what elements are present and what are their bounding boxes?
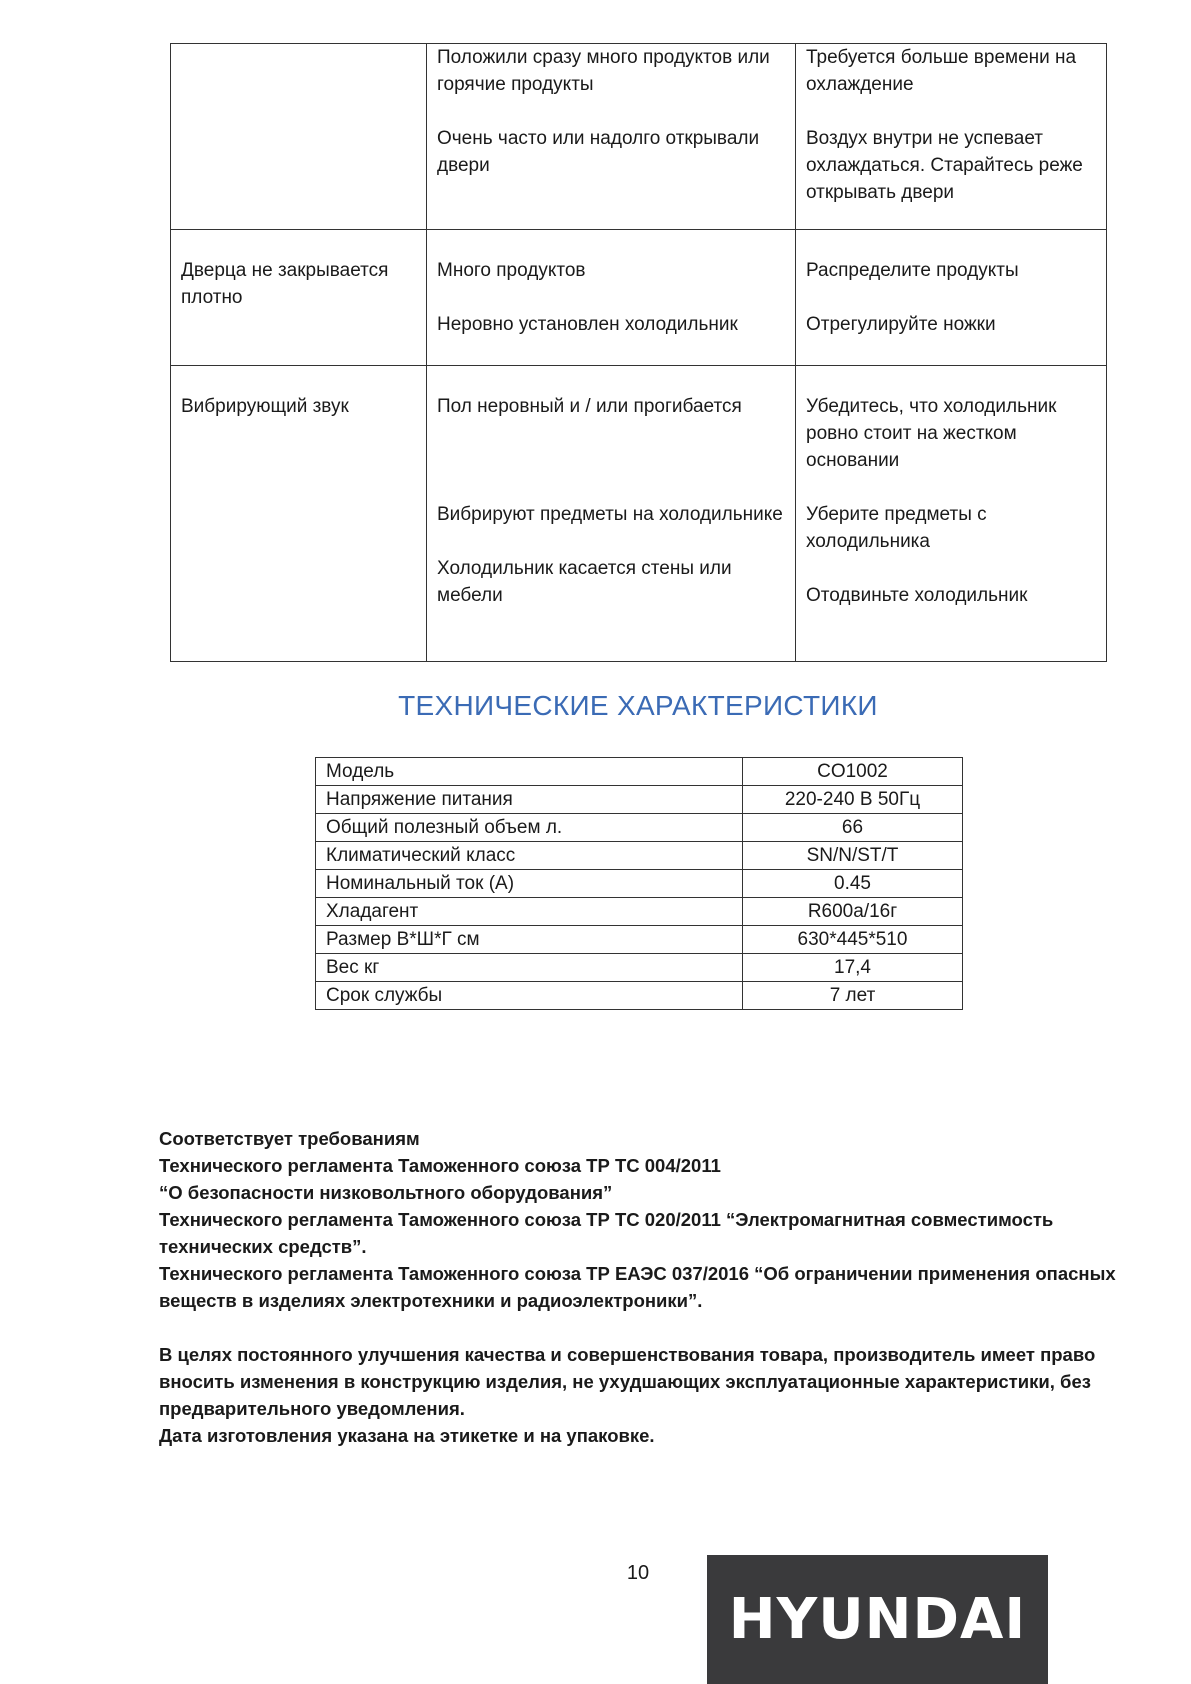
table-row [171,44,1107,230]
cause-cell [427,44,796,230]
brand-name: HYUNDAI [728,1587,1027,1652]
cause-text: Положили сразу много продуктов или горячие продукты [437,47,770,95]
compliance-line: Соответствует требованиям [159,1128,420,1149]
table-row [316,898,963,926]
cause-text: Холодильник касается стены или мебели [437,558,732,606]
cause-text: Пол неровный и / или прогибается [437,396,742,417]
troubleshooting-table [170,43,1107,662]
spec-label: Модель [316,758,743,786]
spec-label: Напряжение питания [316,786,743,814]
cause-text: Неровно установлен холодильник [437,314,738,335]
solution-text: Распределите продукты [806,260,1019,281]
compliance-block [159,1125,1119,1449]
specs-table [315,757,963,1010]
problem-cell [171,366,427,662]
compliance-line: Технического регламента Таможенного союза ТР ТС 004/2011 [159,1155,721,1176]
section-title: ТЕХНИЧЕСКИЕ ХАРАКТЕРИСТИКИ [398,690,878,721]
spec-label: Вес кг [316,954,743,982]
table-row [316,842,963,870]
problem-text: Дверца не закрывается плотно [181,260,389,308]
spec-value: SN/N/ST/T [743,842,963,870]
table-row [171,230,1107,366]
solution-text: Уберите предметы с холодильника [806,504,987,552]
solution-cell [796,44,1107,230]
problem-cell [171,44,427,230]
table-row [316,954,963,982]
table-row [316,926,963,954]
table-row [171,366,1107,662]
spec-label: Номинальный ток (А) [316,870,743,898]
spec-value: R600a/16г [743,898,963,926]
spec-value: 17,4 [743,954,963,982]
spec-label: Размер В*Ш*Г см [316,926,743,954]
spec-value: 7 лет [743,982,963,1010]
spec-value: 630*445*510 [743,926,963,954]
cause-text: Вибрируют предметы на холодильнике [437,504,783,525]
table-row [316,758,963,786]
cause-cell [427,366,796,662]
solution-cell [796,230,1107,366]
compliance-line: Технического регламента Таможенного союза ТР ЕАЭС 037/2016 “Об ограничении применения опасных веществ в изделиях электротехники и радиоэлектроники”. [159,1263,1116,1311]
problem-text: Вибрирующий звук [181,396,349,417]
spec-label: Общий полезный объем л. [316,814,743,842]
spec-label: Срок службы [316,982,743,1010]
solution-cell [796,366,1107,662]
cause-text: Очень часто или надолго открывали двери [437,128,760,176]
page-number: 10 [626,1562,650,1584]
spec-value: 0.45 [743,870,963,898]
solution-text: Убедитесь, что холодильник ровно стоит на жестком основании [806,396,1057,471]
table-row [316,870,963,898]
solution-text: Отодвиньте холодильник [806,585,1028,606]
manufacture-date-note: Дата изготовления указана на этикетке и на упаковке. [159,1425,655,1446]
compliance-line: “О безопасности низковольтного оборудования” [159,1182,613,1203]
improvement-notice: В целях постоянного улучшения качества и совершенствования товара, производитель имеет право вносить изменения в конструкцию изделия, не ухудшающих эксплуатационные характеристики, без предварительного уведомления. [159,1344,1096,1419]
spec-label: Климатический класс [316,842,743,870]
compliance-line: Технического регламента Таможенного союза ТР ТС 020/2011 “Электромагнитная совместимость технических средств”. [159,1209,1054,1257]
spec-label: Хладагент [316,898,743,926]
spec-value: 220-240 В 50Гц [743,786,963,814]
cause-cell [427,230,796,366]
solution-text: Требуется больше времени на охлаждение [806,47,1077,95]
cause-text: Много продуктов [437,260,586,281]
solution-text: Воздух внутри не успевает охлаждаться. Старайтесь реже открывать двери [806,128,1083,203]
spec-value: CO1002 [743,758,963,786]
hyundai-logo [707,1555,1048,1684]
problem-cell [171,230,427,366]
spec-value: 66 [743,814,963,842]
solution-text: Отрегулируйте ножки [806,314,996,335]
table-row [316,982,963,1010]
table-row [316,786,963,814]
table-row [316,814,963,842]
